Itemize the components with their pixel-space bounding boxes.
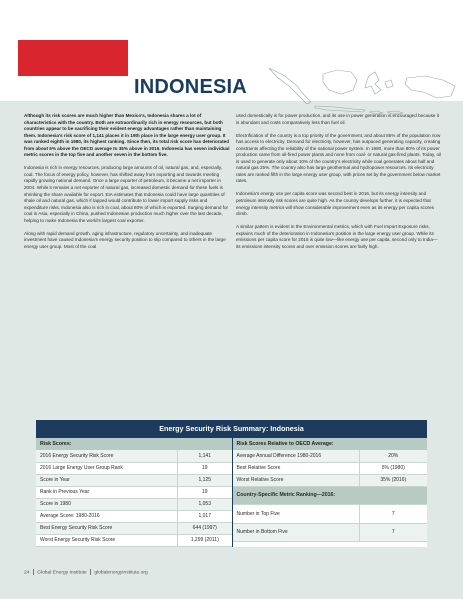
relative-scores-section: [232, 438, 428, 547]
row-label: Worst Relative Score: [233, 474, 360, 486]
table-row: [36, 486, 232, 498]
indonesia-map-graphic: [265, 62, 460, 117]
row-value: 35% (2016): [359, 474, 427, 486]
page-title: INDONESIA: [134, 76, 247, 98]
row-value: 7: [359, 505, 427, 524]
table-row: [233, 474, 428, 486]
row-value: 644 (1997): [178, 522, 232, 534]
table-row: [36, 510, 232, 522]
table-row: [36, 534, 232, 546]
row-label: Best Relative Score: [233, 462, 360, 474]
row-value: 5% (1980): [359, 462, 427, 474]
row-label: Rank in Previous Year: [36, 486, 178, 498]
row-label: Number in Bottom Five: [233, 523, 360, 542]
relative-scores-heading: Risk Scores Relative to OECD Average:: [233, 438, 428, 450]
row-value: 1,053: [178, 498, 232, 510]
body-column-right: [236, 113, 442, 257]
row-value: 1,017: [178, 510, 232, 522]
table-row: [36, 498, 232, 510]
table-row: [233, 505, 428, 524]
row-label: Score in Year: [36, 474, 178, 486]
risk-scores-section: [36, 438, 232, 547]
table-row: [233, 450, 428, 462]
row-label: Number in Top Five: [233, 505, 360, 524]
body-paragraph: A similar pattern is evident in the Environmental metrics, which with Fuel Import Exposure risks, explains much of the deterioration in Indonesia’s position in the large energy user group. While its emissions per capita score for 2016 is quite low—like energy use per capita, second only to India—its emissions intensity scores and over emission scores are fairly high.: [236, 224, 438, 249]
row-label: 2016 Large Energy User Group Rank: [36, 462, 178, 474]
table-row: [36, 522, 232, 534]
row-value: 20%: [359, 450, 427, 462]
row-label: Worst Energy Security Risk Score: [36, 534, 178, 546]
body-paragraph: Electrification of the country is a top priority of the government, and about 85% of the population now has access to electricity. Demand for electricity, however, has outpaced generating capacity, creating constraints affecting the reliability of the national power system. In 1980, more than 80% of its power production came from oil-fired power plants and none from coal- or natural gas-fired plants. Today, oil is used to generate only about 10% of the country’s electricity while coal generates about half and natural gas 25%. The country also has large geothermal and hydropower resources. Its electricity rates are ranked fifth in the large energy user group, with prices set by the government below market rates.: [236, 132, 442, 184]
row-label: Average Annual Difference 1980-2016: [233, 450, 360, 462]
body-column-left: [24, 113, 230, 257]
footer-url[interactable]: globalenergyinstitute.org: [94, 570, 148, 576]
footer-divider: [90, 569, 91, 575]
ranking-subheading-row: [233, 486, 428, 505]
summary-body: [36, 438, 427, 547]
footer-divider: [33, 569, 34, 575]
body-paragraph: Along with rapid demand growth, aging infrastructure, regulatory uncertainty, and inadequate investment have caused Indonesia’s energy security position to slip compared to others in the large energy user group. Most of the coal: [24, 230, 226, 249]
body-paragraph: used domestically is for power production, and its use in power generation is encouraged because it is abundant and costs comparatively less than fuel oil.: [236, 113, 440, 125]
row-value: 7: [359, 523, 427, 542]
footer-org: Global Energy Institute: [37, 570, 87, 576]
summary-title: Energy Security Risk Summary: Indonesia: [36, 420, 427, 438]
row-value: 19: [178, 462, 232, 474]
page-number: 24: [24, 570, 30, 576]
table-row: [233, 523, 428, 542]
body-paragraph: Indonesia’s energy use per capita score was second best in 2016, but its energy intensity and petroleum intensity risk scores are quite high. As the country develops further, it is expected that energy intensity metrics will show considerable improvement even as its energy per capita scores climb.: [236, 191, 434, 217]
row-label: Best Energy Security Risk Score: [36, 522, 178, 534]
body-paragraph: Indonesia is rich in energy resources, producing large amounts of oil, natural gas, and, especially, coal. The focus of energy policy, however, has shifted away from exporting and towards meeting rapidly growing national demand. Once a large exporter of petroleum, it became a net importer in 2004. While it remains a net exporter of natural gas, increased domestic demand for these fuels is shrinking the share available for export. EIA estimates that Indonesia could have large quantities of shale oil and natural gas, which if tapped would contribute to lower import supply risks and expenditure risks. Indonesia also is rich in coal, about 80% of which is exported. Surging demand for coal in Asia, especially in China, pushed Indonesian production much higher over the last decade, helping to make Indonesia the world’s largest coal exporter.: [24, 165, 229, 223]
row-value: 1,125: [178, 474, 232, 486]
row-label: Score in 1980: [36, 498, 178, 510]
intro-paragraph: Although its risk scores are much higher than Mexico’s, Indonesia shares a lot of characteristics with the country. Both are extraordinarily rich in energy resources, but both countries appear to be sacrificing their evident energy advantages rather than maintaining them. Indonesia’s risk score of 1,141 places it in 19th place in the large energy user group. It was ranked eighth in 1980, its highest ranking. Since then, its total risk score has deteriorated from about 5% above the OECD average to 35% above in 2016. Indonesia has seven individual metric scores in the top five and another seven in the bottom five.: [24, 113, 230, 158]
risk-scores-table: [36, 450, 232, 547]
row-label: Average Score: 1980-2016: [36, 510, 178, 522]
row-value: 19: [178, 486, 232, 498]
table-row: [36, 462, 232, 474]
relative-scores-table: [233, 450, 428, 542]
page-footer: [24, 569, 148, 575]
ranking-subheading: Country-Specific Metric Ranking—2016:: [233, 486, 428, 505]
table-row: [36, 450, 232, 462]
risk-scores-heading: Risk Scores:: [36, 438, 232, 450]
risk-summary-box: [36, 420, 427, 547]
row-label: 2016 Energy Security Risk Score: [36, 450, 178, 462]
table-row: [233, 462, 428, 474]
row-value: 1,141: [178, 450, 232, 462]
table-row: [36, 474, 232, 486]
flag-red-band: [18, 40, 128, 76]
row-value: 1,299 (2011): [178, 534, 232, 546]
